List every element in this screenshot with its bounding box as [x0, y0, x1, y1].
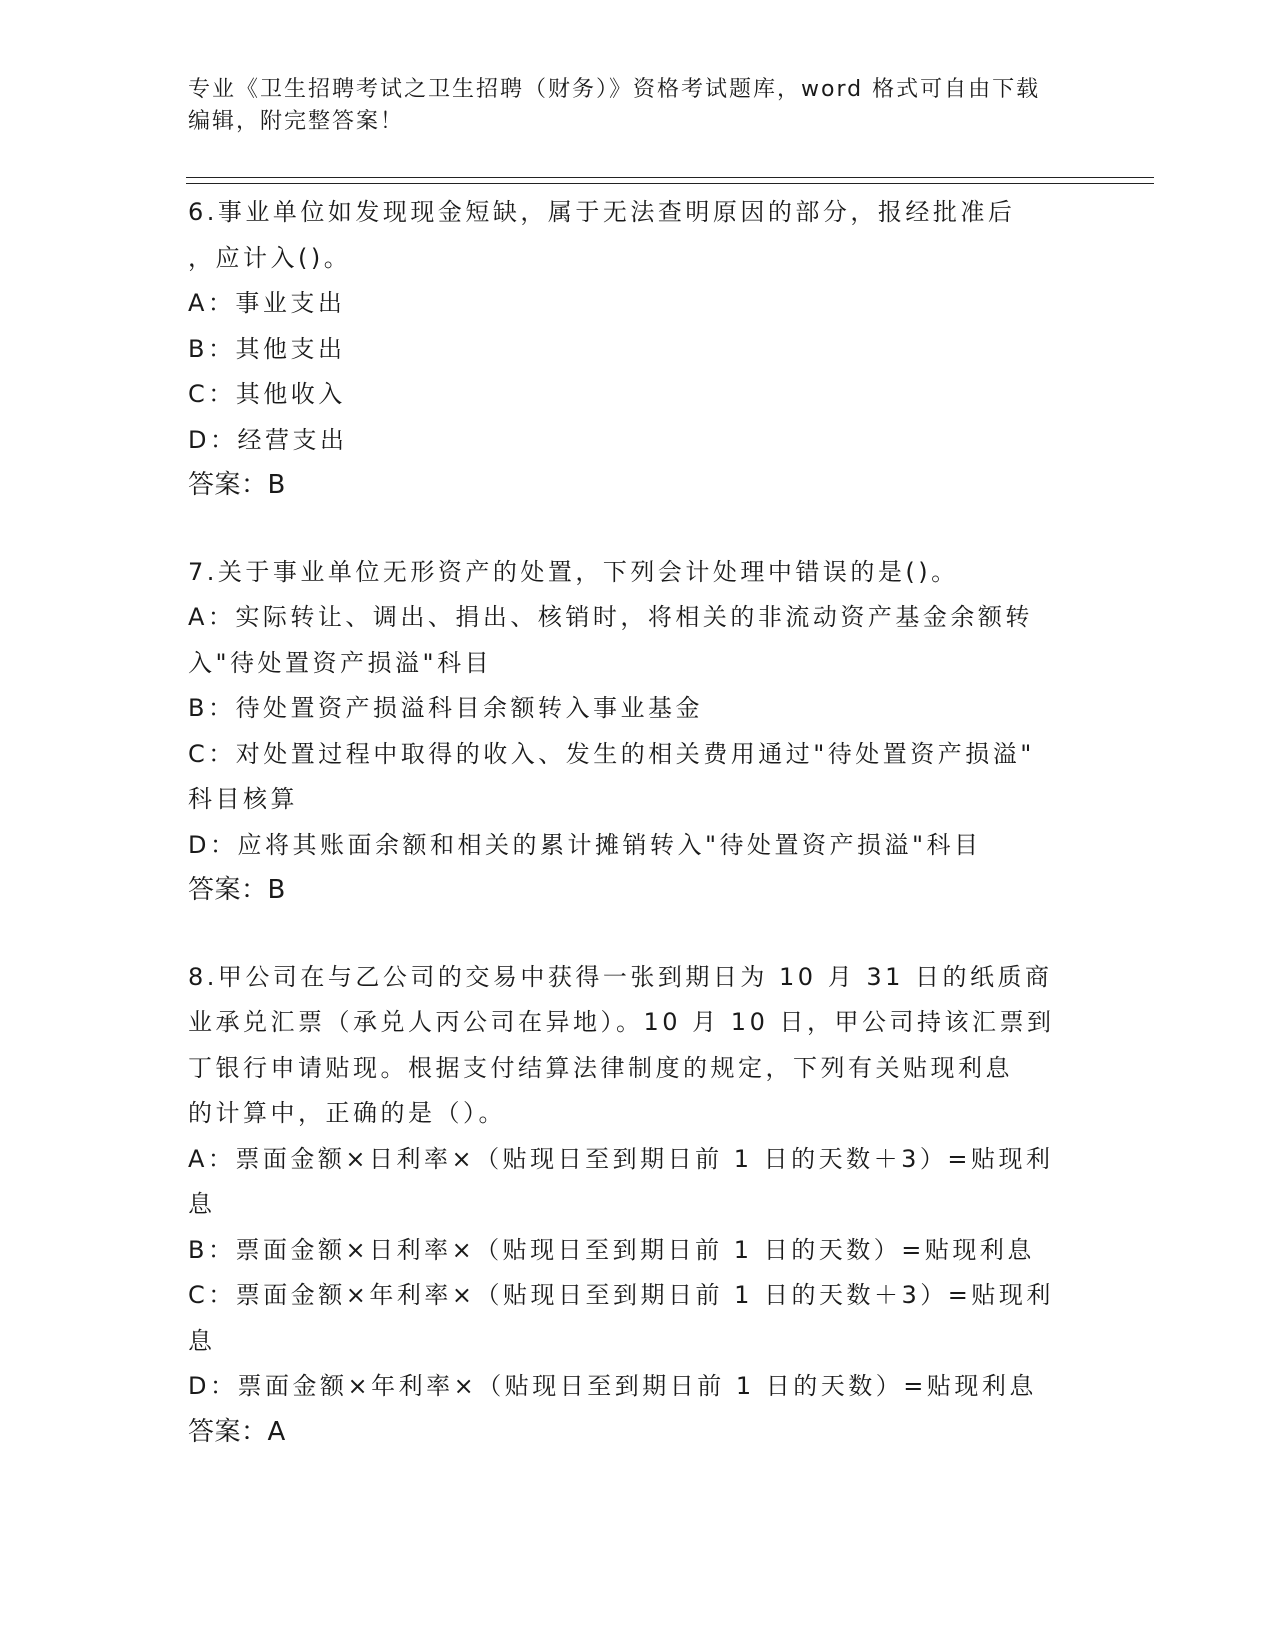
option-c-continued: 息: [188, 1326, 216, 1355]
option-c-continued: 科目核算: [188, 785, 298, 813]
header-divider-bottom: [186, 183, 1154, 184]
option-a: A：票面金额×日利率×（贴现日至到期日前 1 日的天数＋3）=贴现利: [188, 1144, 1054, 1173]
question-list: [188, 190, 1088, 1496]
question-stem-line: 6.事业单位如发现现金短缺，属于无法查明原因的部分，报经批准后: [188, 198, 1016, 226]
option-a: A：事业支出: [188, 289, 346, 317]
option-d: D：票面金额×年利率×（贴现日至到期日前 1 日的天数）=贴现利息: [188, 1372, 1037, 1400]
question-6: [188, 190, 1088, 509]
answer-label: 答案：B: [188, 470, 286, 500]
option-a: A：实际转让、调出、捐出、核销时，将相关的非流动资产基金余额转: [188, 603, 1033, 631]
option-b: B：票面金额×日利率×（贴现日至到期日前 1 日的天数）=贴现利息: [188, 1235, 1035, 1264]
question-stem-line: 7.关于事业单位无形资产的处置，下列会计处理中错误的是()。: [188, 557, 959, 586]
answer-label: 答案：B: [188, 875, 286, 905]
option-c: C：票面金额×年利率×（贴现日至到期日前 1 日的天数＋3）=贴现利: [188, 1281, 1054, 1309]
option-d: D：应将其账面余额和相关的累计摊销转入"待处置资产损溢"科目: [188, 830, 982, 859]
option-d: D：经营支出: [188, 425, 348, 454]
option-a-continued: 息: [188, 1190, 216, 1218]
option-c: C：其他收入: [188, 380, 346, 408]
question-stem-line: ，应计入()。: [188, 243, 352, 272]
option-c: C：对处置过程中取得的收入、发生的相关费用通过"待处置资产损溢": [188, 739, 1035, 768]
option-b: B：其他支出: [188, 334, 346, 363]
option-b: B：待处置资产损溢科目余额转入事业基金: [188, 694, 703, 722]
question-stem-line: 业承兑汇票（承兑人丙公司在异地）。10 月 10 日，甲公司持该汇票到: [188, 1008, 1055, 1036]
header-divider-top: [186, 177, 1154, 178]
question-8: [188, 955, 1088, 1456]
option-a-continued: 入"待处置资产损溢"科目: [188, 648, 493, 677]
question-stem-line: 的计算中，正确的是（）。: [188, 1099, 506, 1127]
question-stem-line: 8.甲公司在与乙公司的交易中获得一张到期日为 10 月 31 日的纸质商: [188, 962, 1053, 991]
question-7: [188, 550, 1088, 914]
question-stem-line: 丁银行申请贴现。根据支付结算法律制度的规定，下列有关贴现利息: [188, 1053, 1013, 1082]
document-header: 专业《卫生招聘考试之卫生招聘（财务）》资格考试题库，word 格式可自由下载 编辑，附完整答案！: [188, 77, 1041, 134]
answer-label: 答案：A: [188, 1416, 286, 1447]
